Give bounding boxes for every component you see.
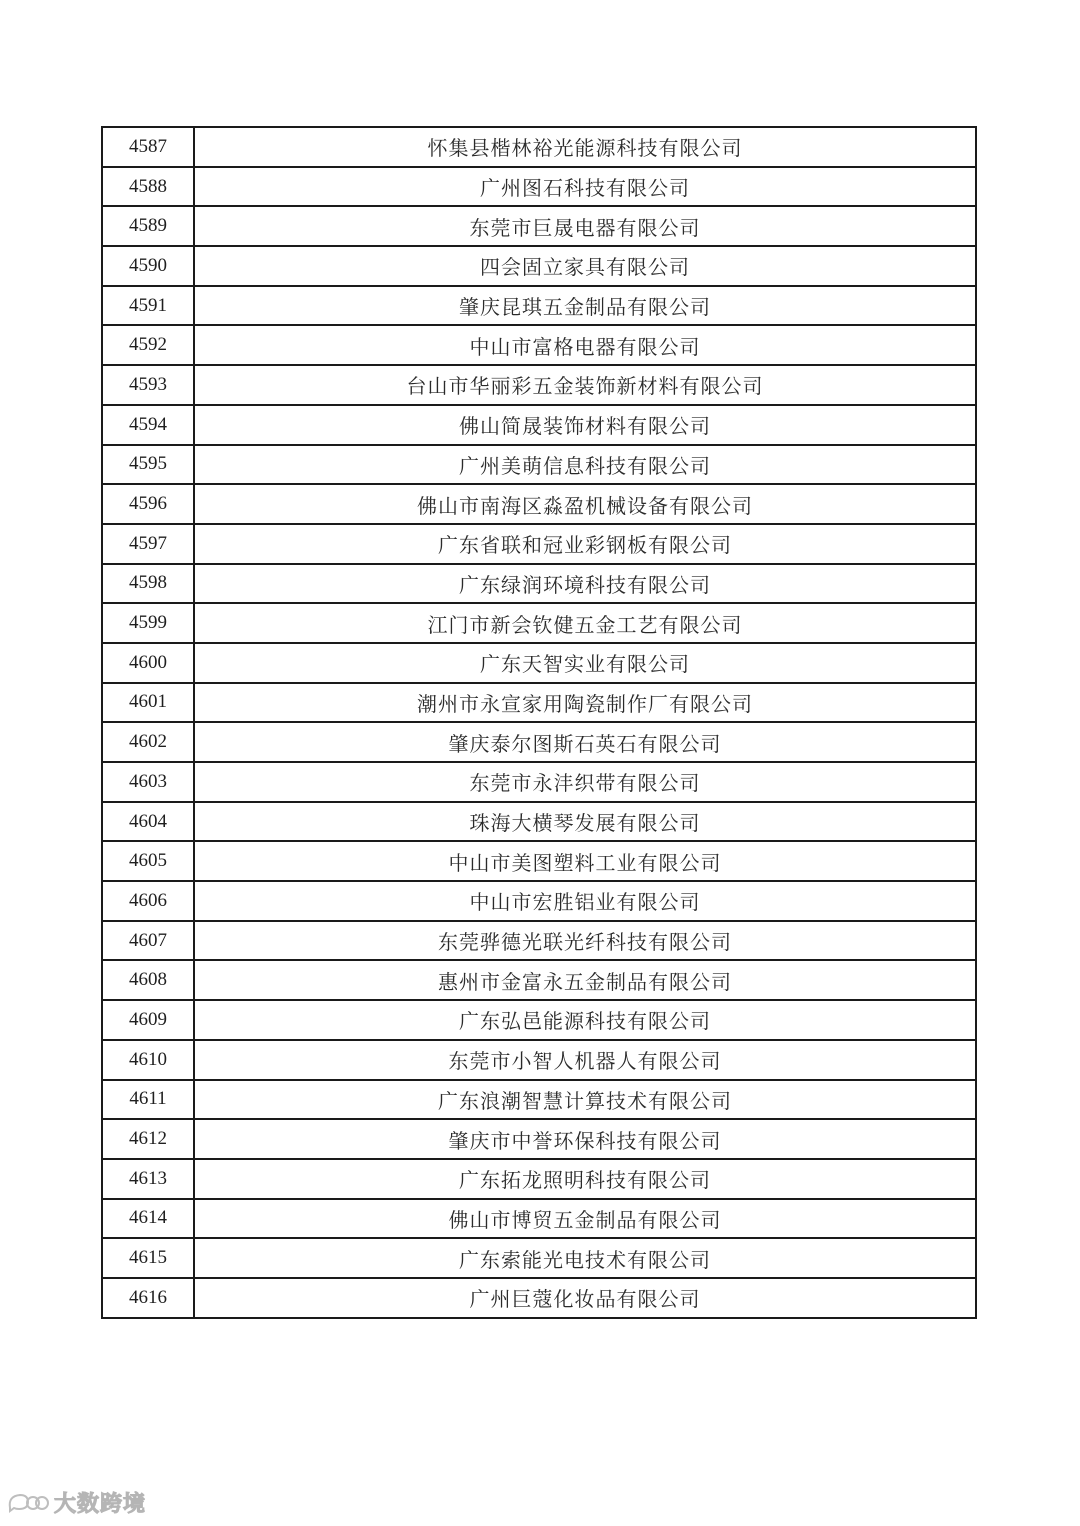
company-name: 江门市新会钦健五金工艺有限公司 bbox=[194, 603, 976, 643]
row-number: 4610 bbox=[102, 1040, 194, 1080]
row-number: 4591 bbox=[102, 286, 194, 326]
table-row bbox=[102, 206, 976, 246]
table-row bbox=[102, 405, 976, 445]
row-number: 4590 bbox=[102, 246, 194, 286]
row-number: 4599 bbox=[102, 603, 194, 643]
company-list-table bbox=[101, 126, 977, 1319]
row-number: 4616 bbox=[102, 1278, 194, 1318]
row-number: 4603 bbox=[102, 762, 194, 802]
table-row bbox=[102, 603, 976, 643]
table-row bbox=[102, 881, 976, 921]
table-row bbox=[102, 643, 976, 683]
table-row bbox=[102, 841, 976, 881]
row-number: 4601 bbox=[102, 683, 194, 723]
table-row bbox=[102, 445, 976, 485]
row-number: 4600 bbox=[102, 643, 194, 683]
row-number: 4593 bbox=[102, 365, 194, 405]
company-name: 佛山市博贸五金制品有限公司 bbox=[194, 1199, 976, 1239]
company-name: 广东省联和冠业彩钢板有限公司 bbox=[194, 524, 976, 564]
table-row bbox=[102, 960, 976, 1000]
company-name: 惠州市金富永五金制品有限公司 bbox=[194, 960, 976, 1000]
company-name: 佛山简晟装饰材料有限公司 bbox=[194, 405, 976, 445]
table-row bbox=[102, 683, 976, 723]
row-number: 4614 bbox=[102, 1199, 194, 1239]
table-row bbox=[102, 1119, 976, 1159]
table-row bbox=[102, 365, 976, 405]
row-number: 4589 bbox=[102, 206, 194, 246]
row-number: 4595 bbox=[102, 445, 194, 485]
company-name: 怀集县楷林裕光能源科技有限公司 bbox=[194, 127, 976, 167]
table-row bbox=[102, 802, 976, 842]
company-name: 肇庆市中誉环保科技有限公司 bbox=[194, 1119, 976, 1159]
company-name: 佛山市南海区淼盈机械设备有限公司 bbox=[194, 484, 976, 524]
company-name: 广东拓龙照明科技有限公司 bbox=[194, 1159, 976, 1199]
table-row bbox=[102, 1278, 976, 1318]
row-number: 4607 bbox=[102, 921, 194, 961]
wechat-logo-icon bbox=[6, 1490, 50, 1516]
table-row bbox=[102, 1000, 976, 1040]
watermark bbox=[6, 1487, 146, 1518]
table-row bbox=[102, 127, 976, 167]
row-number: 4587 bbox=[102, 127, 194, 167]
row-number: 4594 bbox=[102, 405, 194, 445]
table-row bbox=[102, 1159, 976, 1199]
company-name: 台山市华丽彩五金装饰新材料有限公司 bbox=[194, 365, 976, 405]
table-row bbox=[102, 762, 976, 802]
company-name: 广州图石科技有限公司 bbox=[194, 167, 976, 207]
row-number: 4609 bbox=[102, 1000, 194, 1040]
company-name: 广州巨蔻化妆品有限公司 bbox=[194, 1278, 976, 1318]
company-name: 中山市富格电器有限公司 bbox=[194, 325, 976, 365]
company-name: 肇庆泰尔图斯石英石有限公司 bbox=[194, 722, 976, 762]
table-row bbox=[102, 564, 976, 604]
row-number: 4596 bbox=[102, 484, 194, 524]
company-name: 珠海大横琴发展有限公司 bbox=[194, 802, 976, 842]
row-number: 4588 bbox=[102, 167, 194, 207]
company-name: 广东天智实业有限公司 bbox=[194, 643, 976, 683]
company-name: 东莞市永沣织带有限公司 bbox=[194, 762, 976, 802]
table-row bbox=[102, 1040, 976, 1080]
table-row bbox=[102, 1080, 976, 1120]
table-row bbox=[102, 484, 976, 524]
company-name: 广东绿润环境科技有限公司 bbox=[194, 564, 976, 604]
table-row bbox=[102, 167, 976, 207]
watermark-text: 大数跨境 bbox=[54, 1492, 147, 1517]
row-number: 4611 bbox=[102, 1080, 194, 1120]
company-name: 潮州市永宣家用陶瓷制作厂有限公司 bbox=[194, 683, 976, 723]
company-name: 广东索能光电技术有限公司 bbox=[194, 1238, 976, 1278]
row-number: 4612 bbox=[102, 1119, 194, 1159]
table-row bbox=[102, 722, 976, 762]
company-name: 广东浪潮智慧计算技术有限公司 bbox=[194, 1080, 976, 1120]
company-name: 中山市美图塑料工业有限公司 bbox=[194, 841, 976, 881]
table-body bbox=[102, 127, 976, 1318]
row-number: 4597 bbox=[102, 524, 194, 564]
company-name: 广东弘邑能源科技有限公司 bbox=[194, 1000, 976, 1040]
company-name: 东莞市巨晟电器有限公司 bbox=[194, 206, 976, 246]
company-name: 东莞市小智人机器人有限公司 bbox=[194, 1040, 976, 1080]
table-row bbox=[102, 1238, 976, 1278]
row-number: 4604 bbox=[102, 802, 194, 842]
row-number: 4598 bbox=[102, 564, 194, 604]
company-name: 广州美萌信息科技有限公司 bbox=[194, 445, 976, 485]
table-row bbox=[102, 921, 976, 961]
table-row bbox=[102, 286, 976, 326]
row-number: 4592 bbox=[102, 325, 194, 365]
table-row bbox=[102, 524, 976, 564]
table-row bbox=[102, 246, 976, 286]
company-name: 肇庆昆琪五金制品有限公司 bbox=[194, 286, 976, 326]
row-number: 4613 bbox=[102, 1159, 194, 1199]
company-name: 东莞骅德光联光纤科技有限公司 bbox=[194, 921, 976, 961]
table-row bbox=[102, 325, 976, 365]
table-row bbox=[102, 1199, 976, 1239]
row-number: 4606 bbox=[102, 881, 194, 921]
company-name: 四会固立家具有限公司 bbox=[194, 246, 976, 286]
row-number: 4605 bbox=[102, 841, 194, 881]
row-number: 4608 bbox=[102, 960, 194, 1000]
row-number: 4602 bbox=[102, 722, 194, 762]
row-number: 4615 bbox=[102, 1238, 194, 1278]
company-name: 中山市宏胜铝业有限公司 bbox=[194, 881, 976, 921]
